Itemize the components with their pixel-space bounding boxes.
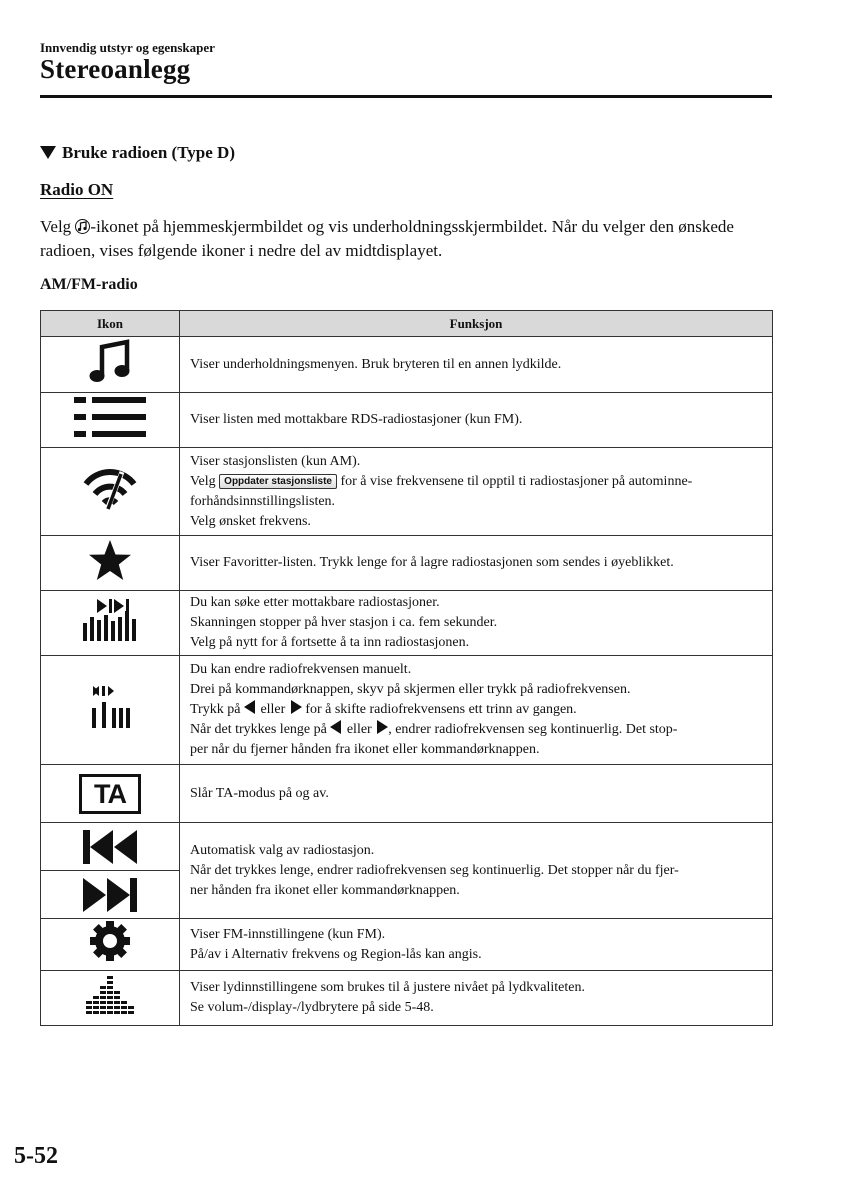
table-row: [41, 765, 773, 823]
section-kicker: Innvendig utstyr og egenskaper: [40, 40, 215, 55]
table-row: [41, 656, 773, 765]
triangle-down-icon: [40, 146, 56, 159]
function-cell: Viser stasjonslisten (kun AM). Velg Oppdater stasjonsliste for å vise frekvensene til opptil ti radiostasjoner på autominne- forhåndsinnstillingslisten. Velg ønsket frekvens.: [180, 448, 773, 536]
seek-forward-cell: [41, 871, 179, 918]
triangle-left-icon: [330, 720, 341, 734]
triangle-right-icon: [377, 720, 388, 734]
icon-cell: [41, 656, 180, 765]
update-station-list-button[interactable]: Oppdater stasjonsliste: [219, 474, 337, 489]
table-row: [41, 823, 773, 919]
icon-cell: [41, 971, 180, 1026]
radio-on-heading: Radio ON: [40, 180, 114, 199]
triangle-right-icon: [291, 700, 302, 714]
gear-icon: [90, 921, 130, 961]
header-function: Funksjon: [180, 311, 773, 337]
radio-dial-icon: [82, 466, 138, 510]
equalizer-icon: [86, 973, 134, 1017]
table-row: [41, 591, 773, 656]
icon-cell: [41, 337, 180, 393]
table-row: [41, 536, 773, 591]
star-icon: [88, 539, 132, 581]
icon-cell: [41, 823, 180, 919]
intro-text-2: -ikonet på hjemmeskjermbildet og vis underholdningsskjermbildet. Når du velger den ønskede radioen, vises følgende ikoner i nedre del av midtdisplayet.: [40, 217, 734, 260]
list-icon: [74, 395, 146, 439]
function-cell: Viser listen med mottakbare RDS-radiostasjoner (kun FM).: [180, 393, 773, 448]
skip-back-icon: [83, 830, 137, 864]
table-row: [41, 337, 773, 393]
music-note-icon: [88, 338, 132, 384]
function-cell: Viser FM-innstillingene (kun FM). På/av i Alternativ frekvens og Region-lås kan angis.: [180, 919, 773, 971]
function-cell: Viser Favoritter-listen. Trykk lenge for å lagre radiostasjonen som sendes i øyeblikket.: [180, 536, 773, 591]
section-heading: [40, 143, 235, 163]
table-row: [41, 393, 773, 448]
icon-cell: [41, 765, 180, 823]
table-row: [41, 971, 773, 1026]
seek-back-cell: [41, 823, 179, 871]
function-cell: Du kan endre radiofrekvensen manuelt. Drei på kommandørknappen, skyv på skjermen eller trykk på radiofrekvensen. Trykk på eller for å skifte radiofrekvensens ett trinn av gangen. Når det trykkes lenge på eller , endrer radiofrekvensen seg kontinuerlig. Det stop- per når du fjerner hånden fra ikonet eller kommandørknappen.: [180, 656, 773, 765]
page-number: 5-52: [14, 1143, 58, 1169]
function-table: [40, 310, 773, 1026]
icon-cell: [41, 591, 180, 656]
scan-icon: [83, 599, 137, 641]
function-cell: Viser lydinnstillingene som brukes til å justere nivået på lydkvaliteten. Se volum-/display-/lydbrytere på side 5-48.: [180, 971, 773, 1026]
am-fm-heading: AM/FM-radio: [40, 276, 138, 293]
intro-text-1: Velg: [40, 217, 76, 236]
page-title: Stereoanlegg: [40, 54, 191, 84]
section-heading-text: Bruke radioen (Type D): [62, 143, 235, 162]
ta-icon: TA: [79, 774, 141, 814]
table-row: [41, 448, 773, 536]
function-cell: Automatisk valg av radiostasjon. Når det trykkes lenge, endrer radiofrekvensen seg kontinuerlig. Det stopper når du fjer- ner hånden fra ikonet eller kommandørknappen.: [180, 823, 773, 919]
title-divider: [40, 95, 772, 98]
music-note-icon: [75, 219, 90, 234]
icon-cell: [41, 393, 180, 448]
skip-forward-icon: [83, 878, 137, 912]
function-cell: Viser underholdningsmenyen. Bruk bryteren til en annen lydkilde.: [180, 337, 773, 393]
function-cell: Du kan søke etter mottakbare radiostasjoner. Skanningen stopper på hver stasjon i ca. fem sekunder. Velg på nytt for å fortsette å ta inn radiostasjonen.: [180, 591, 773, 656]
table-row: [41, 919, 773, 971]
icon-cell: [41, 448, 180, 536]
intro-paragraph: [40, 215, 775, 263]
table-header-row: [41, 311, 773, 337]
triangle-left-icon: [244, 700, 255, 714]
function-cell: Slår TA-modus på og av.: [180, 765, 773, 823]
icon-cell: [41, 919, 180, 971]
icon-cell: [41, 536, 180, 591]
manual-tune-icon: [90, 686, 130, 728]
header-icon: Ikon: [41, 311, 180, 337]
